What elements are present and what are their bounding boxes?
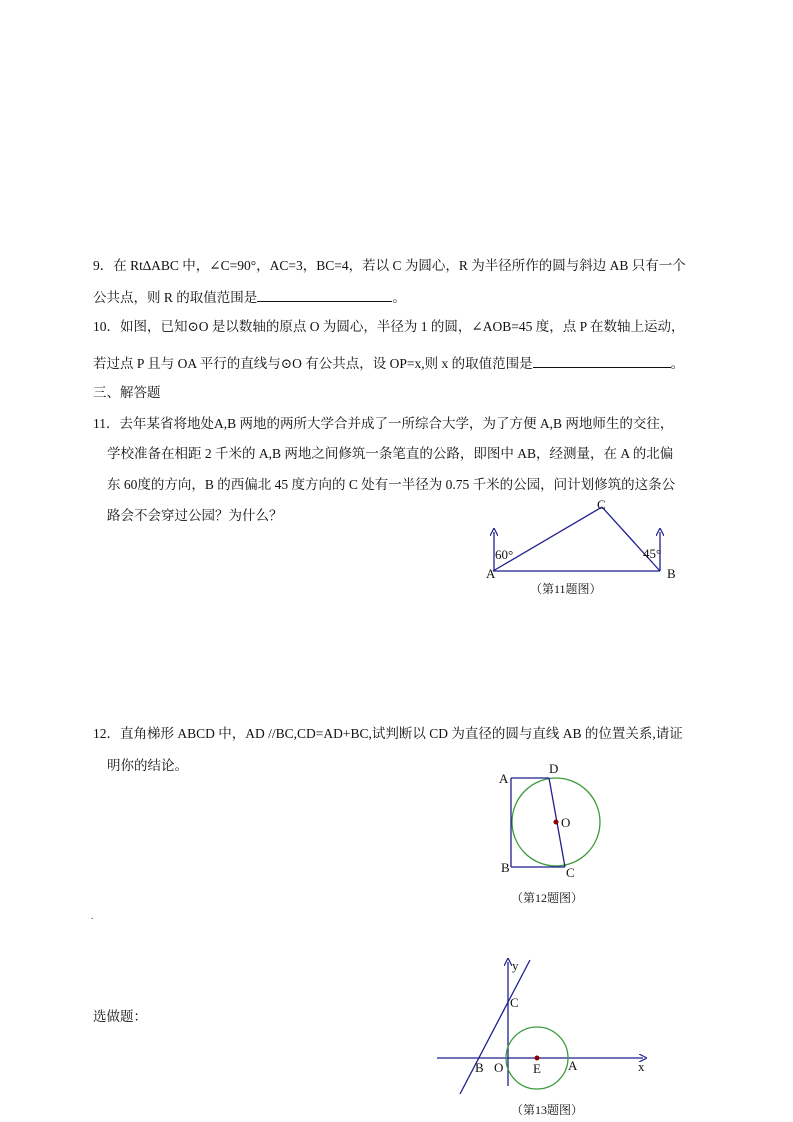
q10-line-2-text: 若过点 P 且与 OA 平行的直线与⊙O 有公共点，设 OP=x,则 x 的取值范围是 [93, 356, 533, 371]
fig11-segment-cb [602, 507, 660, 571]
q11-line-3: 东 60度的方向，B 的西偏北 45 度方向的 C 处有一半径为 0.75 千米的公园，问计划修筑的这条公 [107, 477, 676, 492]
q9-line-2-text: 公共点，则 R 的取值范围是 [93, 290, 258, 305]
stray-dot: . [91, 911, 94, 921]
q11-line-4: 路会不会穿过公园？为什么？ [107, 508, 283, 523]
fig12-caption: （第12题图） [511, 891, 584, 905]
fig11-angle-b: 45° [643, 546, 662, 561]
q9-line-1: 9．在 Rt∆ABC 中，∠C=90°，AC=3，BC=4，若以 C 为圆心，R 为半径所作的圆与斜边 AB 只有一个 [93, 258, 686, 273]
fig13-center-point [535, 1056, 540, 1061]
section-title: 三、解答题 [93, 385, 161, 400]
fig13-axis-x-label: x [638, 1059, 645, 1074]
fig11-angle-a: 60° [495, 547, 514, 562]
q12-line-2: 明你的结论。 [107, 758, 188, 773]
figure-11 [486, 497, 676, 596]
fig13-label-e: E [533, 1061, 541, 1076]
figure-12 [499, 761, 600, 905]
fig12-center-point [554, 820, 559, 825]
fig13-axis-y-label: y [512, 958, 519, 973]
fig12-label-o: O [561, 815, 571, 830]
fig11-label-c: C [597, 497, 606, 512]
fig13-label-a: A [568, 1058, 578, 1073]
fig12-label-b: B [501, 860, 510, 875]
q9-line-2-end: 。 [392, 290, 406, 305]
fig13-label-b: B [475, 1060, 484, 1075]
q11-line-2: 学校准备在相距 2 千米的 A,B 两地之间修筑一条笔直的公路，即图中 AB，经测量，在 A 的北偏 [107, 446, 674, 461]
q12-line-1: 12．直角梯形 ABCD 中，AD //BC,CD=AD+BC,试判断以 CD 为直径的圆与直线 AB 的位置关系,请证 [93, 726, 683, 741]
fig12-label-c: C [566, 865, 575, 880]
q11-line-1: 11．去年某省将地处A,B 两地的两所大学合并成了一所综合大学，为了方便 A,B 两地师生的交往， [93, 416, 674, 431]
fig13-label-o: O [494, 1060, 504, 1075]
fig13-label-c: C [510, 995, 519, 1010]
fig11-caption: （第11题图） [530, 582, 602, 596]
figure-13 [437, 958, 645, 1117]
fig11-label-b: B [667, 566, 676, 581]
q10-line-1: 10．如图，已知⊙O 是以数轴的原点 O 为圆心，半径为 1 的圆，∠AOB=45 度，点 P 在数轴上运动， [93, 319, 685, 334]
optional-title: 选做题： [93, 1009, 147, 1024]
fig12-label-a: A [499, 771, 509, 786]
fig12-label-d: D [549, 761, 559, 776]
q10-line-2-end: 。 [670, 356, 685, 371]
fig11-label-a: A [486, 566, 496, 581]
fig13-caption: （第13题图） [511, 1103, 584, 1117]
